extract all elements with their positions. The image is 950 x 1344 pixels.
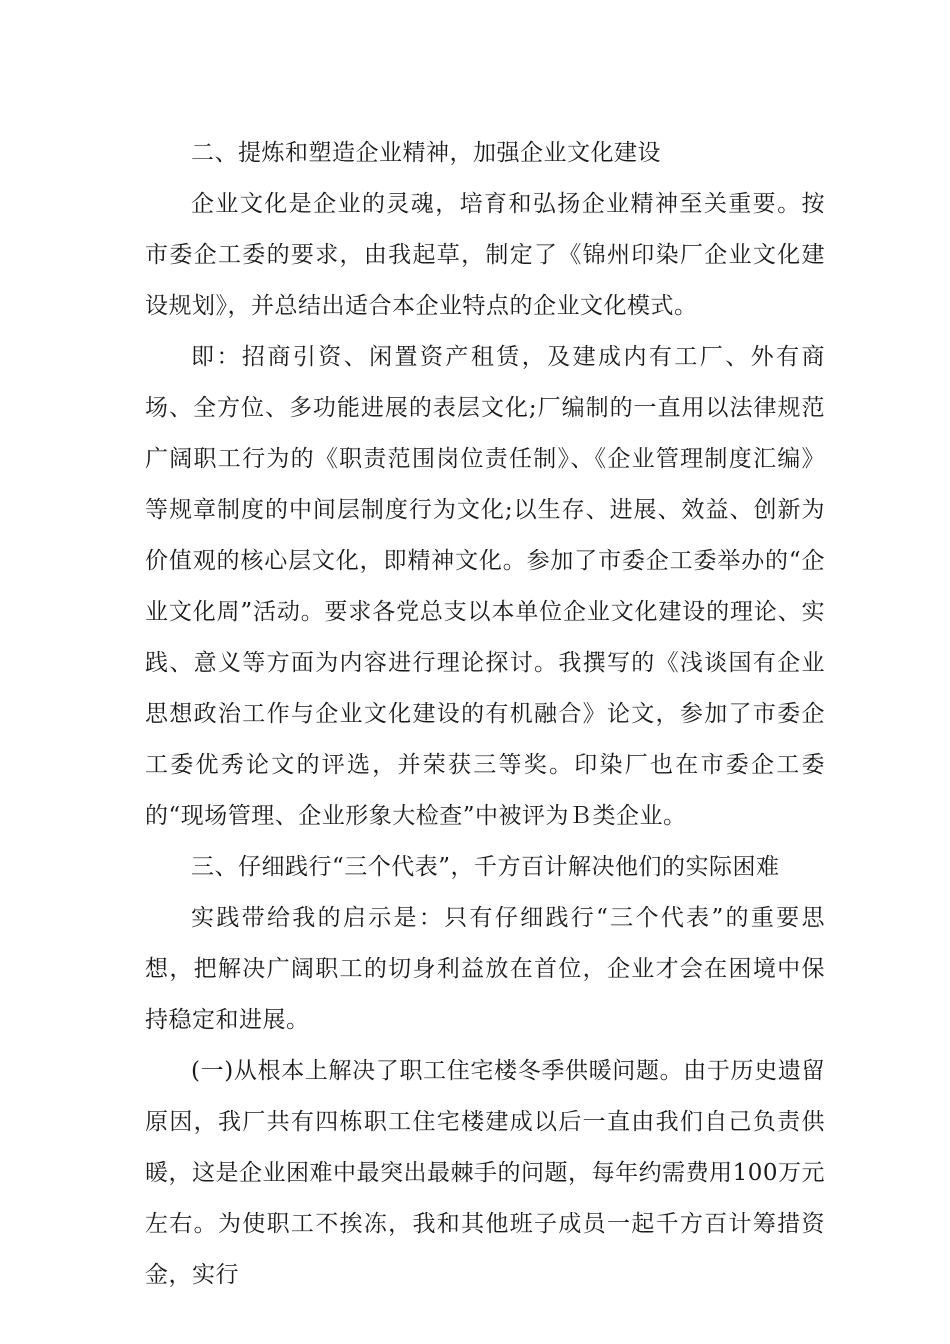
paragraph-heating-issue: (一)从根本上解决了职工住宅楼冬季供暖问题。由于历史遗留原因，我厂共有四栋职工住宅楼建成以后一直由我们自己负责供暖，这是企业困难中最突出最棘手的问题，每年约需费用100万元左右。为使职工不挨冻，我和其他班子成员一起千方百计筹措资金，实行 — [145, 1058, 825, 1288]
paragraph-culture-model: 即：招商引资、闲置资产租赁，及建成内有工厂、外有商场、全方位、多功能进展的表层文化;厂编制的一直用以法律规范广阔职工行为的《职责范围岗位责任制》、《企业管理制度汇编》等规章制度的中间层制度行为文化;以生存、进展、效益、创新为价值观的核心层文化，即精神文化。参加了市委企工委举办的“企业文化周”活动。要求各党总支以本单位企业文化建设的理论、实践、意义等方面为内容进行理论探讨。我撰写的《浅谈国有企业思想政治工作与企业文化建设的有机融合》论文，参加了市委企工委优秀论文的评选，并荣获三等奖。印染厂也在市委企工委的“现场管理、企业形象大检查”中被评为Ｂ类企业。 — [145, 344, 825, 829]
paragraph-practice-insight: 实践带给我的启示是：只有仔细践行“三个代表”的重要思想，把解决广阔职工的切身利益放在首位，企业才会在困境中保持稳定和进展。 — [145, 905, 825, 1033]
section-heading-3: 三、仔细践行“三个代表”，千方百计解决他们的实际困难 — [191, 854, 780, 880]
section-heading-2: 二、提炼和塑造企业精神，加强企业文化建设 — [191, 140, 661, 166]
document-body — [145, 128, 825, 1301]
paragraph-culture-intro: 企业文化是企业的灵魂，培育和弘扬企业精神至关重要。按市委企工委的要求，由我起草，制定了《锦州印染厂企业文化建设规划》，并总结出适合本企业特点的企业文化模式。 — [145, 191, 825, 319]
